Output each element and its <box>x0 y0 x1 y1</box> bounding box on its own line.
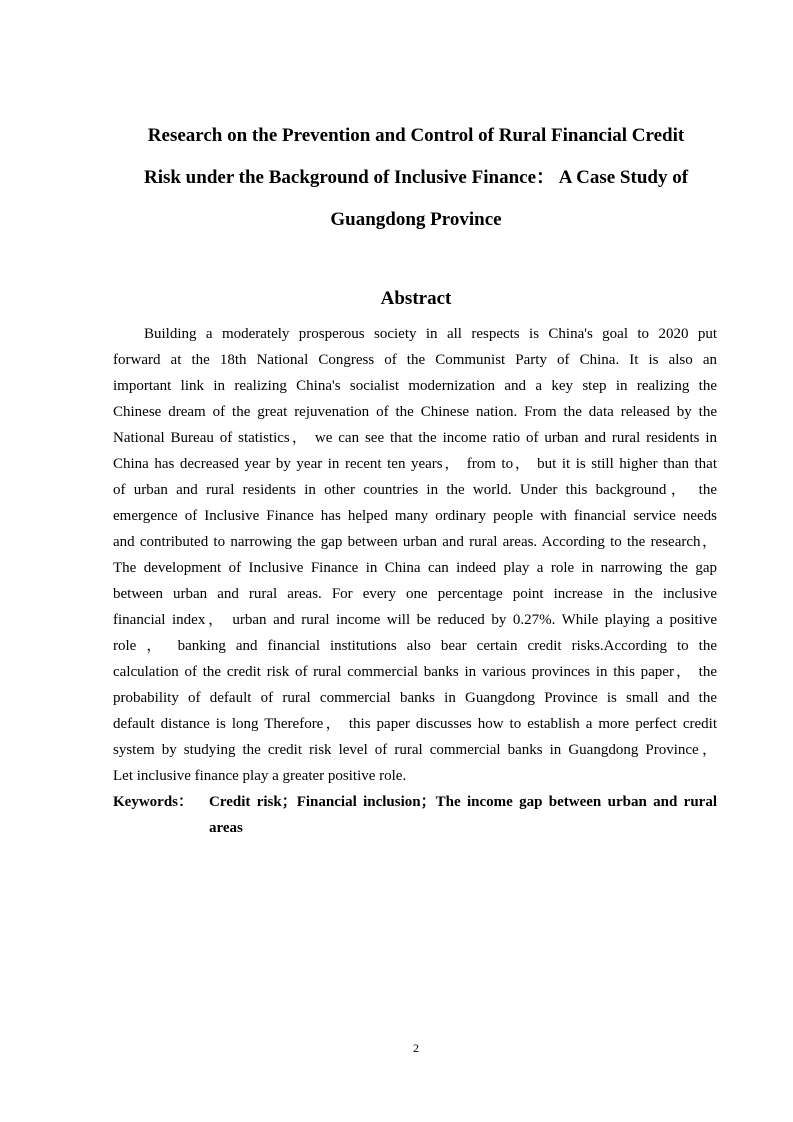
abstract-line: China has decreased year by year in recent ten years， from to， but it is still higher than that <box>113 456 717 472</box>
abstract-line: financial index， urban and rural income will be reduced by 0.27%. While playing a positive <box>113 612 717 628</box>
abstract-line: system by studying the credit risk level of rural commercial banks in Guangdong Province， <box>113 742 717 758</box>
abstract-line: National Bureau of statistics， we can see that the income ratio of urban and rural residents in <box>113 430 717 446</box>
abstract-line: role ， banking and financial institutions also bear certain credit risks.According to the <box>113 638 717 654</box>
page-number: 2 <box>413 1041 419 1055</box>
abstract-line: between urban and rural areas. For every one percentage point increase in the inclusive <box>113 586 717 602</box>
abstract-line: Building a moderately prosperous society in all respects is China's goal to 2020 put <box>144 326 717 342</box>
paper-title <box>100 115 732 241</box>
keywords-line: areas <box>209 820 243 836</box>
abstract-heading: Abstract <box>380 288 452 309</box>
keywords-line: Credit risk；Financial inclusion；The income gap between urban and rural <box>209 794 717 810</box>
keywords-text <box>209 789 717 841</box>
abstract-line: emergence of Inclusive Finance has helped many ordinary people with financial service needs <box>113 508 717 524</box>
abstract-line: probability of default of rural commercial banks in Guangdong Province is small and the <box>113 690 717 706</box>
paper-title-line-1: Research on the Prevention and Control of Rural Financial Credit <box>147 125 685 146</box>
abstract-line: Let inclusive finance play a greater positive role. <box>113 768 407 784</box>
abstract-line: Chinese dream of the great rejuvenation of the Chinese nation. From the data released by the <box>113 404 717 420</box>
abstract-line: calculation of the credit risk of rural commercial banks in various provinces in this paper， the <box>113 664 717 680</box>
abstract-line: The development of Inclusive Finance in China can indeed play a role in narrowing the gap <box>113 560 717 576</box>
abstract-line: important link in realizing China's socialist modernization and a key step in realizing the <box>113 378 717 394</box>
abstract-body <box>113 321 717 789</box>
abstract-line: default distance is long Therefore， this paper discusses how to establish a more perfect credit <box>113 716 717 732</box>
paper-title-line-2: Risk under the Background of Inclusive Finance： A Case Study of <box>143 167 689 188</box>
abstract-line: and contributed to narrowing the gap between urban and rural areas. According to the research， <box>113 534 717 550</box>
keywords-label: Keywords： <box>113 794 193 810</box>
paper-title-line-3: Guangdong Province <box>330 209 502 230</box>
abstract-line: forward at the 18th National Congress of the Communist Party of China. It is also an <box>113 352 717 368</box>
abstract-line: of urban and rural residents in other countries in the world. Under this background， the <box>113 482 717 498</box>
